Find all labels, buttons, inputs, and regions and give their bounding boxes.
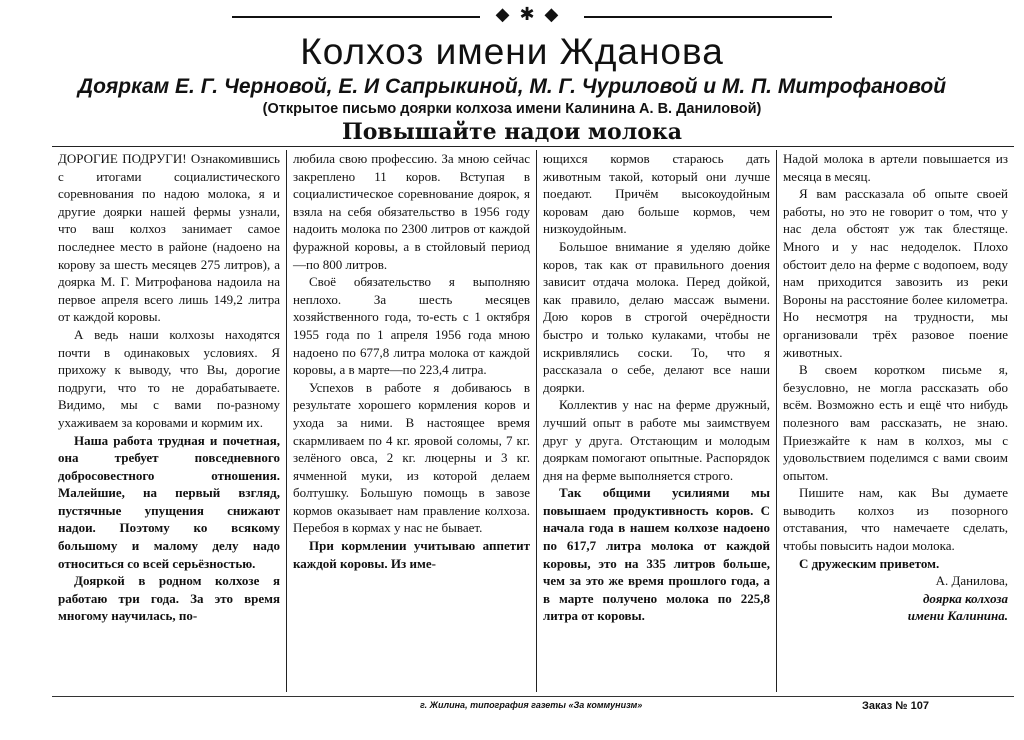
header-rule [52,146,1014,147]
ornament-rule-left [232,16,480,18]
ornament-star-icon: ◆✱◆ [495,4,569,25]
ornament-rule-right [584,16,832,18]
paragraph: любила свою профессию. За мною сейчас закреплено 11 коров. Вступая в социалистическое соревнование доярок, я взяла на себя обязательство в 1956 году надоить молока по 2300 литров от каждой фуражной коровы, а в стойловый период—по 800 литров. [293,151,530,272]
signature-role: доярка колхоза [922,590,1008,606]
column-3 [536,150,776,692]
subtitle: (Открытое письмо доярки колхоза имени Калинина А. В. Даниловой) [262,101,762,117]
paragraph: ющихся кормов стараюсь дать животным такой, который они лучше поедают. Причём высокоудойным коровам даю больше кормов, чем низкоудойным. [543,151,770,237]
paragraph: Пишите нам, как Вы думаете выводить колхоз из позорного отставания, что намечаете сделать, чтобы повысить надои молока. [783,485,1008,554]
paragraph: Успехов в работе я добиваюсь в результате хорошего кормления коров и ухода за ними. В настоящее время скармливаем по 4 кг. яровой соломы, 7 кг. зелёного овса, 2 кг. люцерны и 3 кг. ячменной муки, из которой делаем болтушку. Большую помощь в завозе кормов оказывает нам правление колхоза. Перебоя в кормах у нас не бывает. [293,379,530,536]
column-4 [776,150,1014,692]
paragraph: Большое внимание я уделяю дойке коров, так как от правильного доения зависит отдача молока. Перед дойкой, как правило, делаю массаж вымени. Дою коров в строгой очерёдности быстро и только кулаками, чтобы не искривлялись соски. То, что я рассказала о себе, делают все наши доярки. [543,238,770,395]
printer-imprint: г. Жилина, типография газеты «За коммунизм» [420,700,643,710]
paragraph: ДОРОГИЕ ПОДРУГИ! Ознакомившись с итогами социалистического соревнования по надою молока, я и другие доярки нашей фермы узнали, что ваш колхоз занимает самое последнее место в районе (надоено на корову за шесть месяцев 275 литров), а доярка М. Г. Митрофанова надоила на первое апреля всего лишь 149,2 литра от каждой коровы. [58,151,280,325]
signature-place: имени Калинина. [907,608,1008,624]
paragraph: Коллектив у нас на ферме дружный, лучший опыт в работе мы заимствуем друг у друга. Отстающим и молодым дояркам помогают опытные. Распорядок дня на ферме выполняется строго. [543,397,770,483]
column-1 [52,150,286,692]
article-body [52,150,1014,692]
address-line: Дояркам Е. Г. Черновой, Е. И Сапрыкиной, М. Г. Чуриловой и М. П. Митрофановой [77,75,947,98]
paragraph: Своё обязательство я выполняю неплохо. За шесть месяцев хозяйственного года, то-есть с 1 октября 1955 года по 1 апреля 1956 года мною надоено по 677,8 литра молока от каждой коровы, а в марте—по 223,4 литра. [293,274,530,378]
paragraph: Я вам рассказала об опыте своей работы, но это не говорит о том, что у нас дела обстоят уж так блестяще. Много и у нас недоделок. Плохо обстоит дело на ферме с водопоем, воду нам приходится завозить из реки Вороны на расстояние более километра. Но несмотря на трудности, мы организовали трёх разовое поение животных. [783,186,1008,360]
order-number: Заказ № 107 [862,700,929,712]
paragraph: Дояркой в родном колхозе я работаю три года. За это время многому научилась, по- [58,573,280,624]
footer-rule [52,696,1014,697]
paragraph: Надой молока в артели повышается из месяца в месяц. [783,151,1008,184]
masthead: Колхоз имени Жданова [300,31,724,72]
paragraph: В своем коротком письме я, безусловно, не могла рассказать обо всём. Возможно есть и ещё что нибудь полезного вам рассказать, не знаю. Приезжайте к нам в колхоз, мы с удовольствием поделимся с вами своим опытом. [783,362,1008,483]
top-ornament [0,4,1024,26]
paragraph: Так общими усилиями мы повышаем продуктивность коров. С начала года в нашем колхозе надоено по 617,7 литра молока от каждой коровы, это на 335 литров больше, чем за это же время прошлого года, а в марте получено молока по 225,8 литра от коровы. [543,485,770,624]
column-2 [286,150,536,692]
closing-greeting: С дружеским приветом. [799,555,940,571]
paragraph: А ведь наши колхозы находятся почти в одинаковых условиях. Я прихожу к выводу, что Вы, дорогие подруги, что то не дорабатываете. Видимо, мы с вами по-разному ухаживаем за коровами и кормим их. [58,326,280,430]
paragraph: Наша работа трудная и почетная, она требует повседневного добросовестного отношения. Малейшие, на первый взгляд, пустячные упущения снижают надои. Поэтому ко всякому большому и малому делу надо относиться со всей серьёзностью. [58,432,280,571]
article-headline: Повышайте надои молока [341,119,683,145]
signature-name: А. Данилова, [935,573,1008,589]
paragraph: При кормлении учитываю аппетит каждой коровы. Из име- [293,538,530,571]
